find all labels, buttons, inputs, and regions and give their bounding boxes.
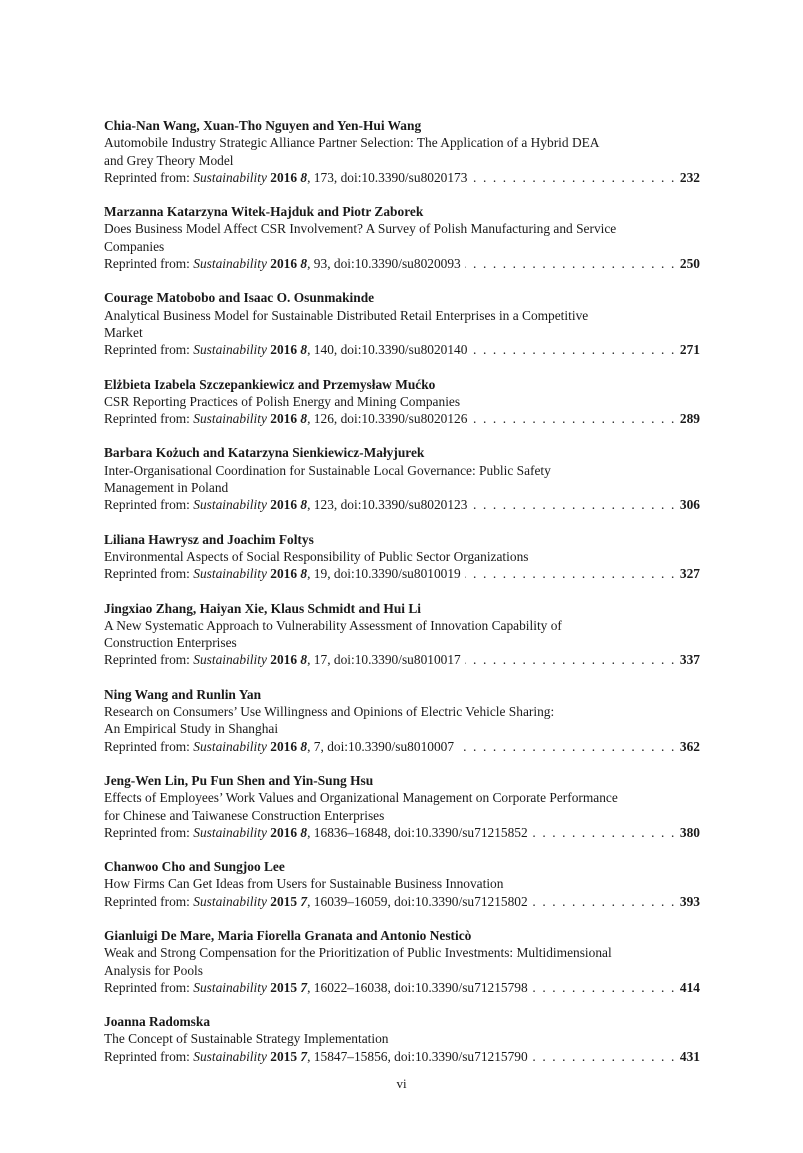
entry-reference bbox=[104, 1048, 700, 1065]
reference-details: , 7, doi:10.3390/su8010007 bbox=[307, 738, 455, 754]
entry-page-number[interactable]: 362 bbox=[679, 738, 700, 754]
table-of-contents bbox=[104, 117, 700, 1082]
entry-title-line: Inter-Organisational Coordination for Sustainable Local Governance: Public Safety bbox=[104, 462, 551, 478]
toc-entry bbox=[104, 686, 700, 755]
reference-citation bbox=[104, 893, 528, 910]
toc-entry bbox=[104, 600, 700, 669]
journal-name: Sustainability bbox=[193, 824, 267, 840]
entry-title-line: Analysis for Pools bbox=[104, 962, 203, 978]
publication-year: 2015 bbox=[270, 893, 298, 909]
entry-title-line: CSR Reporting Practices of Polish Energy and Mining Companies bbox=[104, 393, 461, 409]
dot-leader bbox=[532, 979, 676, 996]
volume-number: 8 bbox=[300, 169, 308, 185]
volume-number: 8 bbox=[300, 652, 308, 668]
entry-authors: Jingxiao Zhang, Haiyan Xie, Klaus Schmidt and Hui Li bbox=[104, 600, 421, 616]
entry-title-line: Weak and Strong Compensation for the Prioritization of Public Investments: Multidimensional bbox=[104, 945, 612, 961]
toc-entry bbox=[104, 444, 700, 513]
entry-authors: Liliana Hawrysz and Joachim Foltys bbox=[104, 531, 314, 547]
entry-page-number[interactable]: 250 bbox=[679, 256, 700, 272]
volume-number: 8 bbox=[300, 497, 308, 513]
entry-title-line: Market bbox=[104, 324, 143, 340]
journal-name: Sustainability bbox=[193, 256, 267, 272]
reference-prefix: Reprinted from: bbox=[104, 342, 194, 358]
reference-details: , 93, doi:10.3390/su8020093 bbox=[307, 256, 461, 272]
journal-name: Sustainability bbox=[193, 1048, 267, 1064]
entry-page-number[interactable]: 414 bbox=[679, 979, 700, 995]
toc-entry bbox=[104, 858, 700, 910]
publication-year: 2016 bbox=[270, 566, 298, 582]
journal-name: Sustainability bbox=[193, 169, 267, 185]
journal-name: Sustainability bbox=[193, 342, 267, 358]
entry-authors: Courage Matobobo and Isaac O. Osunmakinde bbox=[104, 290, 375, 306]
reference-citation bbox=[104, 496, 467, 513]
reference-prefix: Reprinted from: bbox=[104, 1048, 194, 1064]
publication-year: 2016 bbox=[270, 824, 298, 840]
entry-reference bbox=[104, 979, 700, 996]
publication-year: 2016 bbox=[270, 169, 298, 185]
reference-prefix: Reprinted from: bbox=[104, 738, 194, 754]
entry-reference bbox=[104, 169, 700, 186]
publication-year: 2016 bbox=[270, 256, 298, 272]
publication-year: 2016 bbox=[270, 652, 298, 668]
entry-reference bbox=[104, 893, 700, 910]
dot-leader bbox=[465, 565, 676, 582]
reference-details: , 16022–16038, doi:10.3390/su71215798 bbox=[307, 979, 528, 995]
reference-prefix: Reprinted from: bbox=[104, 824, 194, 840]
journal-name: Sustainability bbox=[193, 652, 267, 668]
entry-page-number[interactable]: 306 bbox=[679, 497, 700, 513]
journal-name: Sustainability bbox=[193, 411, 267, 427]
publication-year: 2016 bbox=[270, 411, 298, 427]
reference-citation bbox=[104, 651, 461, 668]
entry-title-line: for Chinese and Taiwanese Construction Enterprises bbox=[104, 807, 385, 823]
reference-details: , 140, doi:10.3390/su8020140 bbox=[307, 342, 468, 358]
volume-number: 8 bbox=[300, 411, 308, 427]
entry-title-line: Analytical Business Model for Sustainable Distributed Retail Enterprises in a Competitive bbox=[104, 307, 589, 323]
entry-page-number[interactable]: 232 bbox=[679, 169, 700, 185]
entry-title-line: Effects of Employees’ Work Values and Organizational Management on Corporate Performance bbox=[104, 790, 618, 806]
volume-number: 8 bbox=[300, 738, 308, 754]
dot-leader bbox=[471, 169, 675, 186]
entry-title-line: Research on Consumers’ Use Willingness and Opinions of Electric Vehicle Sharing: bbox=[104, 704, 555, 720]
volume-number: 7 bbox=[300, 893, 308, 909]
reference-prefix: Reprinted from: bbox=[104, 256, 194, 272]
entry-reference bbox=[104, 496, 700, 513]
entry-page-number[interactable]: 337 bbox=[679, 652, 700, 668]
entry-authors: Elżbieta Izabela Szczepankiewicz and Przemysław Mućko bbox=[104, 376, 436, 392]
volume-number: 7 bbox=[300, 1048, 308, 1064]
entry-authors: Chia-Nan Wang, Xuan-Tho Nguyen and Yen-Hui Wang bbox=[104, 118, 422, 133]
entry-page-number[interactable]: 393 bbox=[679, 893, 700, 909]
entry-title-line: The Concept of Sustainable Strategy Implementation bbox=[104, 1031, 389, 1047]
reference-details: , 16836–16848, doi:10.3390/su71215852 bbox=[307, 824, 528, 840]
reference-citation bbox=[104, 410, 467, 427]
reference-prefix: Reprinted from: bbox=[104, 979, 194, 995]
reference-prefix: Reprinted from: bbox=[104, 566, 194, 582]
entry-authors: Ning Wang and Runlin Yan bbox=[104, 686, 262, 702]
dot-leader bbox=[471, 496, 675, 513]
journal-name: Sustainability bbox=[193, 497, 267, 513]
entry-title-line: Automobile Industry Strategic Alliance Partner Selection: The Application of a Hybrid DEA bbox=[104, 135, 600, 151]
entry-title-line: An Empirical Study in Shanghai bbox=[104, 721, 279, 737]
reference-details: , 173, doi:10.3390/su8020173 bbox=[307, 169, 468, 185]
publication-year: 2016 bbox=[270, 738, 298, 754]
dot-leader bbox=[532, 824, 676, 841]
entry-reference bbox=[104, 824, 700, 841]
dot-leader bbox=[471, 341, 675, 358]
entry-reference bbox=[104, 341, 700, 358]
volume-number: 8 bbox=[300, 824, 308, 840]
reference-prefix: Reprinted from: bbox=[104, 893, 194, 909]
volume-number: 8 bbox=[300, 566, 308, 582]
toc-entry bbox=[104, 927, 700, 996]
publication-year: 2016 bbox=[270, 342, 298, 358]
entry-authors: Joanna Radomska bbox=[104, 1014, 211, 1030]
page-number: vi bbox=[396, 1076, 407, 1091]
dot-leader bbox=[458, 738, 676, 755]
publication-year: 2016 bbox=[270, 497, 298, 513]
reference-citation bbox=[104, 169, 467, 186]
entry-reference bbox=[104, 738, 700, 755]
entry-reference bbox=[104, 410, 700, 427]
toc-entry bbox=[104, 376, 700, 428]
toc-entry bbox=[104, 531, 700, 583]
entry-page-number[interactable]: 327 bbox=[679, 566, 700, 582]
entry-title-line: Environmental Aspects of Social Responsibility of Public Sector Organizations bbox=[104, 548, 529, 564]
reference-details: , 19, doi:10.3390/su8010019 bbox=[307, 566, 461, 582]
entry-title-line: Construction Enterprises bbox=[104, 635, 237, 651]
journal-name: Sustainability bbox=[193, 566, 267, 582]
dot-leader bbox=[532, 1048, 676, 1065]
reference-details: , 15847–15856, doi:10.3390/su71215790 bbox=[307, 1048, 528, 1064]
reference-prefix: Reprinted from: bbox=[104, 169, 194, 185]
reference-details: , 126, doi:10.3390/su8020126 bbox=[307, 411, 468, 427]
reference-details: , 17, doi:10.3390/su8010017 bbox=[307, 652, 461, 668]
reference-details: , 123, doi:10.3390/su8020123 bbox=[307, 497, 468, 513]
reference-prefix: Reprinted from: bbox=[104, 497, 194, 513]
entry-page-number[interactable]: 271 bbox=[679, 342, 700, 358]
reference-prefix: Reprinted from: bbox=[104, 411, 194, 427]
entry-page-number[interactable]: 289 bbox=[679, 411, 700, 427]
reference-citation bbox=[104, 979, 528, 996]
toc-entry bbox=[104, 772, 700, 841]
journal-name: Sustainability bbox=[193, 738, 267, 754]
entry-title-line: How Firms Can Get Ideas from Users for Sustainable Business Innovation bbox=[104, 876, 504, 892]
entry-authors: Gianluigi De Mare, Maria Fiorella Granata and Antonio Nesticò bbox=[104, 927, 472, 943]
dot-leader bbox=[532, 893, 676, 910]
entry-authors: Jeng-Wen Lin, Pu Fun Shen and Yin-Sung Hsu bbox=[104, 772, 374, 788]
reference-citation bbox=[104, 738, 454, 755]
entry-title-line: Management in Poland bbox=[104, 480, 229, 496]
journal-name: Sustainability bbox=[193, 979, 267, 995]
entry-title-line: Does Business Model Affect CSR Involvement? A Survey of Polish Manufacturing and Service bbox=[104, 221, 617, 237]
toc-entry bbox=[104, 289, 700, 358]
publication-year: 2015 bbox=[270, 979, 298, 995]
dot-leader bbox=[471, 410, 675, 427]
reference-prefix: Reprinted from: bbox=[104, 652, 194, 668]
journal-name: Sustainability bbox=[193, 893, 267, 909]
volume-number: 8 bbox=[300, 256, 308, 272]
reference-citation bbox=[104, 565, 461, 582]
entry-reference bbox=[104, 565, 700, 582]
toc-entry bbox=[104, 117, 700, 186]
entry-reference bbox=[104, 651, 700, 668]
entry-authors: Marzanna Katarzyna Witek-Hajduk and Piotr Zaborek bbox=[104, 204, 424, 220]
entry-title-line: and Grey Theory Model bbox=[104, 152, 234, 168]
volume-number: 8 bbox=[300, 342, 308, 358]
reference-citation bbox=[104, 341, 467, 358]
reference-citation bbox=[104, 255, 461, 272]
reference-citation bbox=[104, 824, 528, 841]
toc-entry bbox=[104, 1013, 700, 1065]
reference-citation bbox=[104, 1048, 528, 1065]
publication-year: 2015 bbox=[270, 1048, 298, 1064]
toc-entry bbox=[104, 203, 700, 272]
entry-title-line: A New Systematic Approach to Vulnerability Assessment of Innovation Capability of bbox=[104, 617, 562, 633]
dot-leader bbox=[465, 255, 676, 272]
entry-authors: Barbara Kożuch and Katarzyna Sienkiewicz-Małyjurek bbox=[104, 445, 425, 461]
volume-number: 7 bbox=[300, 979, 308, 995]
dot-leader bbox=[465, 651, 676, 668]
entry-page-number[interactable]: 380 bbox=[679, 824, 700, 840]
entry-page-number[interactable]: 431 bbox=[679, 1048, 700, 1064]
reference-details: , 16039–16059, doi:10.3390/su71215802 bbox=[307, 893, 528, 909]
entry-authors: Chanwoo Cho and Sungjoo Lee bbox=[104, 859, 285, 875]
entry-title-line: Companies bbox=[104, 238, 165, 254]
entry-reference bbox=[104, 255, 700, 272]
